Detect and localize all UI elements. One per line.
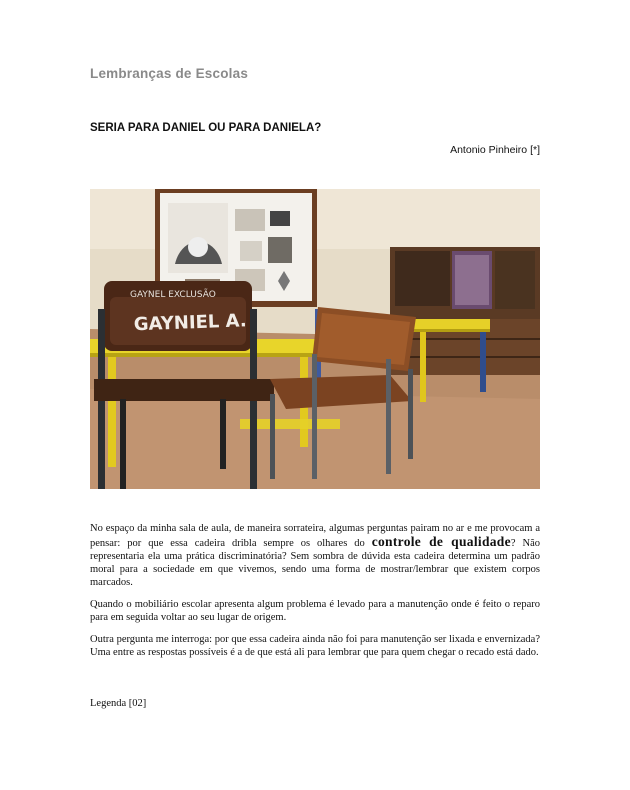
article-body (90, 522, 540, 668)
emphasis-text: controle de qualidade (371, 534, 511, 549)
paragraph-3: Outra pergunta me interroga: por que essa cadeira ainda não foi para manutenção ser lixada e envernizada? Uma entre as respostas possíveis é a de que está ali para lembrar que para quem chegar o recado está dado. (90, 634, 540, 658)
image-caption: Legenda [02] (90, 698, 147, 709)
paragraph-2: Quando o mobiliário escolar apresenta algum problema é levado para a manutenção onde é feito o reparo para em seguida voltar ao seu lugar de origem. (90, 599, 540, 623)
article-title: SERIA PARA DANIEL OU PARA DANIELA? (90, 122, 322, 134)
classroom-photo (90, 189, 540, 489)
author-credit: Antonio Pinheiro [*] (450, 144, 540, 156)
paragraph-1: No espaço da minha sala de aula, de maneira sorrateira, algumas perguntas pairam no ar e me provocam a pensar: por que essa cadeira dribla sempre os olhares do controle de qualidade? Não representaria ela uma prática discriminatória? Sem sombra de dúvida esta cadeira determina um padrão moral para a sociedade em que vivemos, sendo uma forma de mostrar/lembrar que existem corpos marcados. (90, 523, 541, 588)
chair-label-small: GAYNEL EXCLUSÃO (130, 290, 216, 300)
section-title: Lembranças de Escolas (90, 66, 249, 81)
chair-label-main: GAYNIEL A. (133, 310, 248, 336)
